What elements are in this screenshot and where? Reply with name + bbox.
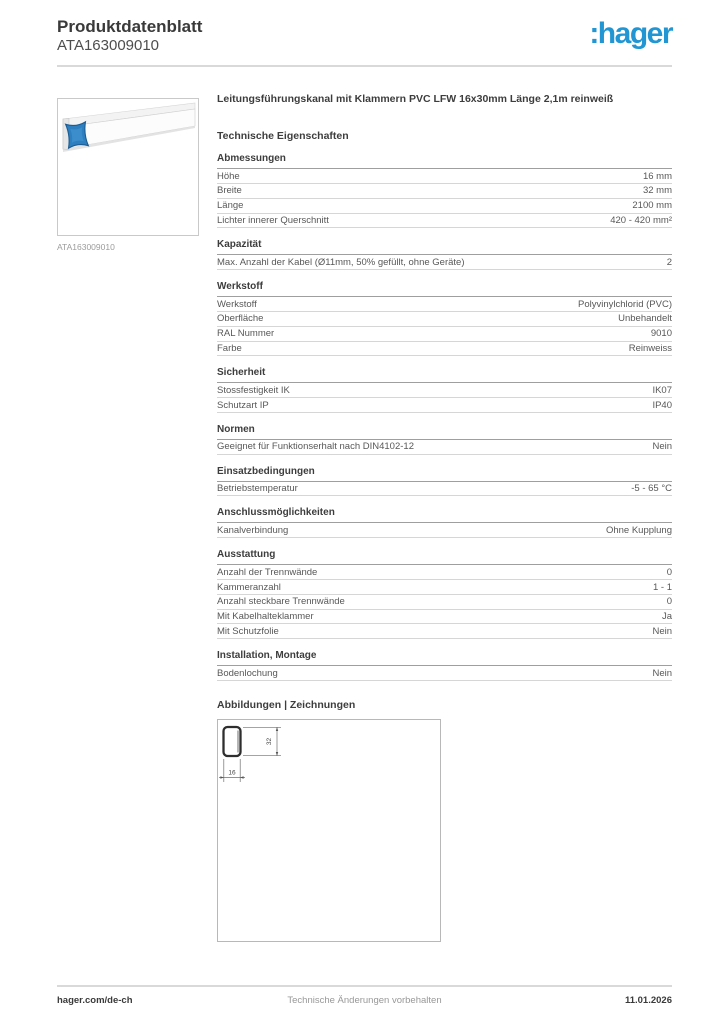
spec-section-rows xyxy=(217,383,672,413)
spec-row-label: Werkstoff xyxy=(217,298,257,310)
spec-row-label: Lichter innerer Querschnitt xyxy=(217,215,329,227)
spec-row-value: 2100 mm xyxy=(632,200,672,212)
header-title-block xyxy=(57,17,202,56)
spec-row xyxy=(217,482,672,497)
spec-row-label: Breite xyxy=(217,185,242,197)
spec-section xyxy=(217,239,672,270)
product-image-caption: ATA163009010 xyxy=(57,242,115,252)
dimension-drawing xyxy=(218,720,440,941)
spec-row-value: Ja xyxy=(661,611,672,623)
spec-section xyxy=(217,549,672,639)
dim-height-label: 32 xyxy=(266,737,273,746)
spec-row xyxy=(217,383,672,398)
spec-section-title: Anschlussmöglichkeiten xyxy=(217,507,672,523)
spec-row-label: Kammeranzahl xyxy=(217,581,281,593)
drawing-box xyxy=(217,719,441,942)
spec-section-title: Werkstoff xyxy=(217,281,672,297)
doc-product-ref: ATA163009010 xyxy=(57,37,160,55)
spec-row xyxy=(217,184,672,199)
spec-row-label: Mit Schutzfolie xyxy=(217,625,279,637)
spec-section-title: Installation, Montage xyxy=(217,650,672,666)
spec-row xyxy=(217,580,672,595)
spec-section xyxy=(217,367,672,413)
spec-row-value: 2 xyxy=(666,256,672,268)
spec-row-value: 32 mm xyxy=(642,185,672,197)
spec-section-title: Sicherheit xyxy=(217,367,672,383)
spec-row-label: Mit Kabelhalteklammer xyxy=(217,611,314,623)
spec-sections xyxy=(217,153,672,681)
spec-section-rows xyxy=(217,523,672,538)
spec-row-value: 420 - 420 mm² xyxy=(610,215,672,227)
spec-row xyxy=(217,255,672,270)
spec-section xyxy=(217,466,672,497)
spec-row-label: Anzahl steckbare Trennwände xyxy=(217,596,345,608)
header-divider xyxy=(57,65,672,67)
spec-row xyxy=(217,398,672,413)
spec-row-label: Schutzart IP xyxy=(217,399,269,411)
spec-row xyxy=(217,523,672,538)
spec-section-rows xyxy=(217,169,672,228)
spec-section-rows xyxy=(217,255,672,270)
spec-section-rows xyxy=(217,297,672,356)
spec-row-value: Unbehandelt xyxy=(618,313,672,325)
doc-type-title: Produktdatenblatt xyxy=(57,17,203,36)
footer-notice: Technische Änderungen vorbehalten xyxy=(287,995,442,1006)
spec-row-label: Länge xyxy=(217,200,244,212)
spec-row-label: Anzahl der Trennwände xyxy=(217,566,318,578)
drawings-heading: Abbildungen | Zeichnungen xyxy=(217,699,356,712)
footer-date: 11.01.2026 xyxy=(624,995,672,1006)
spec-section-title: Kapazität xyxy=(217,239,672,255)
spec-section xyxy=(217,507,672,538)
spec-row xyxy=(217,214,672,229)
spec-row-value: Ohne Kupplung xyxy=(605,524,672,536)
spec-row-value: Polyvinylchlorid (PVC) xyxy=(578,298,672,310)
spec-row-value: Nein xyxy=(652,441,672,453)
spec-row-value: 0 xyxy=(666,566,672,578)
spec-section-title: Einsatzbedingungen xyxy=(217,466,672,482)
spec-row-label: Stossfestigkeit IK xyxy=(217,384,290,396)
spec-row xyxy=(217,565,672,580)
spec-row xyxy=(217,610,672,625)
spec-row-label: Oberfläche xyxy=(217,313,264,325)
spec-section xyxy=(217,650,672,681)
dim-width-label: 16 xyxy=(228,769,236,777)
spec-row xyxy=(217,169,672,184)
spec-row-value: 9010 xyxy=(650,328,672,340)
product-image xyxy=(58,99,198,235)
spec-row-value: 0 xyxy=(666,596,672,608)
product-image-box xyxy=(57,98,199,236)
spec-section-title: Ausstattung xyxy=(217,549,672,565)
product-image-column xyxy=(57,90,200,942)
spec-row xyxy=(217,440,672,455)
spec-row-label: Kanalverbindung xyxy=(217,524,289,536)
spec-section xyxy=(217,281,672,356)
spec-row-label: Betriebstemperatur xyxy=(217,483,298,495)
spec-row xyxy=(217,666,672,681)
footer xyxy=(57,985,672,1006)
spec-row-value: 16 mm xyxy=(642,170,672,182)
blue-clamp-icon xyxy=(66,122,89,148)
spec-row-value: Nein xyxy=(652,625,672,637)
main-content xyxy=(57,90,672,942)
spec-row-value: -5 - 65 °C xyxy=(631,483,672,495)
spec-row-value: 1 - 1 xyxy=(652,581,672,593)
hager-logo: :hager xyxy=(589,17,672,50)
spec-section-rows xyxy=(217,666,672,681)
header xyxy=(57,17,672,56)
spec-row-value: IP40 xyxy=(652,399,672,411)
spec-row-label: Farbe xyxy=(217,343,242,354)
spec-row-label: Geeignet für Funktionserhalt nach DIN4102-12 xyxy=(217,441,414,453)
spec-section-rows xyxy=(217,440,672,455)
spec-row xyxy=(217,624,672,639)
spec-row-value: Reinweiss xyxy=(628,343,672,354)
spec-row xyxy=(217,312,672,327)
spec-section-title: Normen xyxy=(217,424,672,440)
spec-section xyxy=(217,424,672,455)
specs-heading: Technische Eigenschaften xyxy=(217,130,349,143)
spec-column xyxy=(217,90,672,942)
spec-row xyxy=(217,342,672,357)
spec-section-rows xyxy=(217,565,672,639)
spec-row-value: IK07 xyxy=(652,384,672,396)
spec-row xyxy=(217,327,672,342)
spec-row-label: RAL Nummer xyxy=(217,328,275,340)
spec-row-label: Max. Anzahl der Kabel (Ø11mm, 50% gefüllt, ohne Geräte) xyxy=(217,256,465,268)
footer-website: hager.com/de-ch xyxy=(57,995,133,1006)
spec-section xyxy=(217,153,672,228)
spec-row-label: Höhe xyxy=(217,170,240,182)
spec-row-value: Nein xyxy=(652,667,672,679)
spec-section-title: Abmessungen xyxy=(217,153,672,169)
spec-row-label: Bodenlochung xyxy=(217,667,278,679)
spec-row xyxy=(217,199,672,214)
spec-section-rows xyxy=(217,482,672,497)
spec-row xyxy=(217,595,672,610)
product-title: Leitungsführungskanal mit Klammern PVC LFW 16x30mm Länge 2,1m reinweiß xyxy=(217,93,614,105)
spec-row xyxy=(217,297,672,312)
